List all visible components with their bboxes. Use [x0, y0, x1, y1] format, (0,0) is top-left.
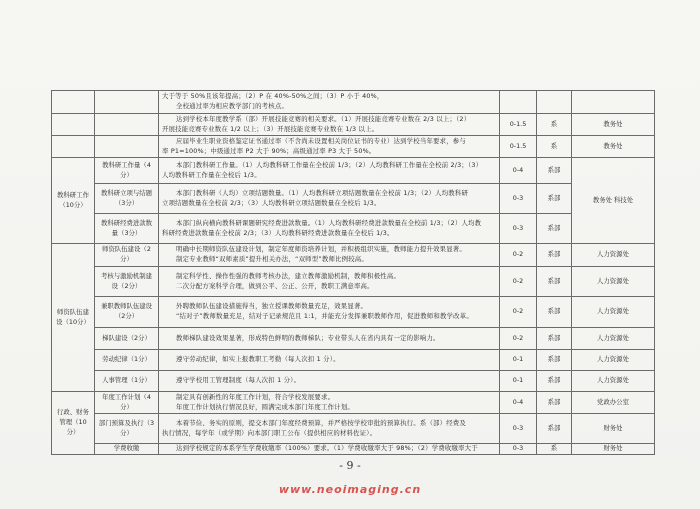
- description-cell: [159, 158, 500, 184]
- table-row: [52, 136, 655, 158]
- table-row: [52, 350, 655, 371]
- description-line: 本部门教科研工作量。（1）人均教科研工作量在全校前 1/3；（2）人均教科研工作量在全校前 2/3；（3）: [176, 160, 483, 169]
- description-line: 应届毕业生职业资格鉴定证书通过率（不含尚未设置相关岗位证书的专业）达到学校当年要求，参与: [176, 136, 466, 145]
- dept-cell: [537, 91, 572, 114]
- score-cell: 0-2: [500, 328, 537, 350]
- item-cell: 兼职教师队伍建设（2分）: [95, 297, 159, 328]
- dept-cell: 系部: [537, 392, 572, 414]
- description-line: 本部门纵向横向教科研课题研究经费进款数量。（1）人均教科研经费进款数量在全校前 1/3；（2）人均教: [176, 218, 482, 227]
- category-cell: [52, 114, 95, 136]
- description-line: 本着节俭、务实的原则，提交本部门年度经费预算，并严格按学校审批的预算执行。系（部）经费及: [176, 418, 466, 427]
- table-row: [52, 91, 655, 114]
- description-line: 二次分配方案科学合理，做到公平、公正、公开，教职工满意率高。: [176, 281, 374, 290]
- category-cell: 师资队伍建设（10分）: [52, 244, 95, 392]
- owner-cell: 党政办公室: [572, 392, 655, 414]
- description-line: 外聘教师队伍建设措施得当，独立授课教师数量充足，效果显著。: [176, 302, 368, 311]
- description-cell: [159, 392, 500, 414]
- page-number: - 9 -: [339, 459, 361, 472]
- dept-cell: 系部: [537, 158, 572, 184]
- owner-cell: 人力资源处: [572, 297, 655, 328]
- owner-cell: 人力资源处: [572, 267, 655, 297]
- dept-cell: 系: [537, 114, 572, 136]
- description-line: 全校通过率为相应教学部门的考核点。: [176, 102, 289, 110]
- dept-cell: 系部: [537, 267, 572, 297]
- description-cell: [159, 297, 500, 328]
- dept-cell: 系部: [537, 214, 572, 244]
- item-cell: 教科研经费进款数量（3分）: [95, 214, 159, 244]
- score-cell: 0-3: [500, 184, 537, 214]
- score-cell: 0-4: [500, 392, 537, 414]
- score-cell: 0-2: [500, 244, 537, 267]
- description-cell: [159, 267, 500, 297]
- description-line: 遵守劳动纪律，如实上报教职工考勤（每人次扣 1 分）。: [176, 355, 340, 364]
- item-cell: 考核与激励机制建设（2分）: [95, 267, 159, 297]
- item-cell: 人事管理（1分）: [95, 371, 159, 392]
- category-cell: [52, 91, 95, 114]
- table-row: [52, 328, 655, 350]
- description-cell: [159, 91, 500, 114]
- description-line: 制定科学性、操作性强的教师考核办法，建立教师激励机制，教师积极性高。: [176, 271, 401, 280]
- description-cell: [159, 444, 500, 455]
- score-cell: 0-1.5: [500, 114, 537, 136]
- description-line: 达到学校本年度教学系（部）开展技能竞赛的相关要求。（1）开展技能竞赛专业数在 2/3 以上；（2）: [176, 114, 471, 123]
- score-cell: 0-3: [500, 414, 537, 444]
- score-cell: 0-1: [500, 371, 537, 392]
- item-cell: 教科研工作量（4分）: [95, 158, 159, 184]
- owner-cell: 人力资源处: [572, 328, 655, 350]
- dept-cell: 系部: [537, 184, 572, 214]
- description-cell: [159, 214, 500, 244]
- item-cell: [95, 136, 159, 158]
- description-line: 年度工作计划执行情况良好，圆满完成本部门年度工作计划。: [176, 402, 354, 411]
- description-line: 达到学校规定的本系学生学费收缴率（100%）要求。（1）学费收缴率大于 98%；（2）学费收缴率大于: [176, 444, 478, 453]
- dept-cell: 系部: [537, 371, 572, 392]
- score-cell: 0-2: [500, 297, 537, 328]
- description-line: 执行情况，每学年（或学期）向本部门职工公布（提供相应的材料佐证）。: [162, 428, 377, 437]
- score-cell: 0-4: [500, 158, 537, 184]
- table-row: [52, 371, 655, 392]
- owner-cell: 人力资源处: [572, 244, 655, 267]
- category-cell: 行政、财务管理（10分）: [52, 392, 95, 455]
- description-cell: [159, 136, 500, 158]
- dept-cell: 系部: [537, 244, 572, 267]
- item-cell: 教科研立项与结题（3分）: [95, 184, 159, 214]
- description-cell: [159, 328, 500, 350]
- item-cell: 部门预算及执行（3分）: [95, 414, 159, 444]
- item-cell: [95, 114, 159, 136]
- dept-cell: 系部: [537, 350, 572, 371]
- score-cell: 0-3: [500, 214, 537, 244]
- score-cell: 0-1: [500, 350, 537, 371]
- description-line: 遵守学校用工管理制度（每人次扣 1 分）。: [176, 376, 301, 385]
- table-row: [52, 244, 655, 267]
- category-cell: [52, 136, 95, 158]
- description-cell: [159, 114, 500, 136]
- owner-cell: 财务处: [572, 414, 655, 444]
- category-cell: 教科研工作（10分）: [52, 158, 95, 244]
- owner-cell: 财务处: [572, 444, 655, 455]
- watermark-text: www.neoimaging.cn: [278, 483, 422, 496]
- dept-cell: 系部: [537, 414, 572, 444]
- description-cell: [159, 414, 500, 444]
- table-row: [52, 297, 655, 328]
- description-line: 制定具有创新性的年度工作计划，符合学校发展要求。: [176, 392, 335, 401]
- description-line: 大于等于 50%且该年提高；（2）P 在 40%-50%之间；（3）P 小于 40%，: [162, 92, 384, 101]
- owner-cell: 教务处: [572, 114, 655, 136]
- description-line: 教师梯队建设效果显著，形成特色鲜明的教师梯队；专业带头人在省内具有一定的影响力。: [176, 333, 440, 342]
- item-cell: 梯队建设（2分）: [95, 328, 159, 350]
- dept-cell: 系: [537, 444, 572, 455]
- description-cell: [159, 350, 500, 371]
- description-line: 立项结题数量在全校前 2/3；（3）人均教科研立项结题数量在全校后 1/3。: [162, 198, 381, 207]
- description-line: 制定专业教师“双师素质”提升相关办法，“双师型”教师比例较高。: [176, 255, 368, 263]
- description-cell: [159, 371, 500, 392]
- evaluation-table: [51, 90, 655, 455]
- table-row: [52, 444, 655, 455]
- table-row: [52, 392, 655, 414]
- score-cell: 0-2: [500, 267, 537, 297]
- table-row: [52, 158, 655, 184]
- item-cell: 劳动纪律（1分）: [95, 350, 159, 371]
- description-line: 科研经费进款数量在全校前 2/3；（3）人均教科研经费进款数量在全校后 1/3。: [162, 228, 394, 237]
- description-line: 本部门教科研（人均）立项结题数量。（1）人均教科研立项结题数量在全校前 1/3；（2）人均教科研: [176, 188, 469, 197]
- dept-cell: 系部: [537, 297, 572, 328]
- dept-cell: 系: [537, 136, 572, 158]
- description-cell: [159, 244, 500, 267]
- owner-cell: 教务处 科技处: [572, 158, 655, 244]
- owner-cell: 人力资源处: [572, 371, 655, 392]
- item-cell: 年度工作计划（4分）: [95, 392, 159, 414]
- description-line: 开展技能竞赛专业数在 1/2 以上；（3）开展技能竞赛专业数在 1/3 以上。: [162, 124, 379, 133]
- table-row: [52, 114, 655, 136]
- table-row: [52, 214, 655, 244]
- description-line: 人均教科研工作量在全校后 1/3。: [162, 170, 261, 179]
- table-row: [52, 414, 655, 444]
- item-cell: 学费收缴: [95, 444, 159, 455]
- dept-cell: 系部: [537, 328, 572, 350]
- table-row: [52, 267, 655, 297]
- item-cell: 师资队伍建设（2分）: [95, 244, 159, 267]
- owner-cell: 教务处: [572, 136, 655, 158]
- item-cell: [95, 91, 159, 114]
- score-cell: [500, 91, 537, 114]
- description-line: “结对子”教师数量充足，结对子记录规范且 1:1，并能充分发挥兼职教师作用，促进教师和教学改革。: [176, 312, 473, 320]
- owner-cell: 人力资源处: [572, 350, 655, 371]
- score-cell: 0-1.5: [500, 136, 537, 158]
- table-row: [52, 184, 655, 214]
- owner-cell: [572, 91, 655, 114]
- description-line: 明确中长期师资队伍建设计划，制定年度师资培养计划，并积极组织实施，教师能力提升效果显著。: [176, 245, 466, 254]
- description-line: 率 P1=100%；中级通过率 P2 大于 90%；高级通过率 P3 大于 50%。: [162, 146, 376, 155]
- description-cell: [159, 184, 500, 214]
- score-cell: 0-3: [500, 444, 537, 455]
